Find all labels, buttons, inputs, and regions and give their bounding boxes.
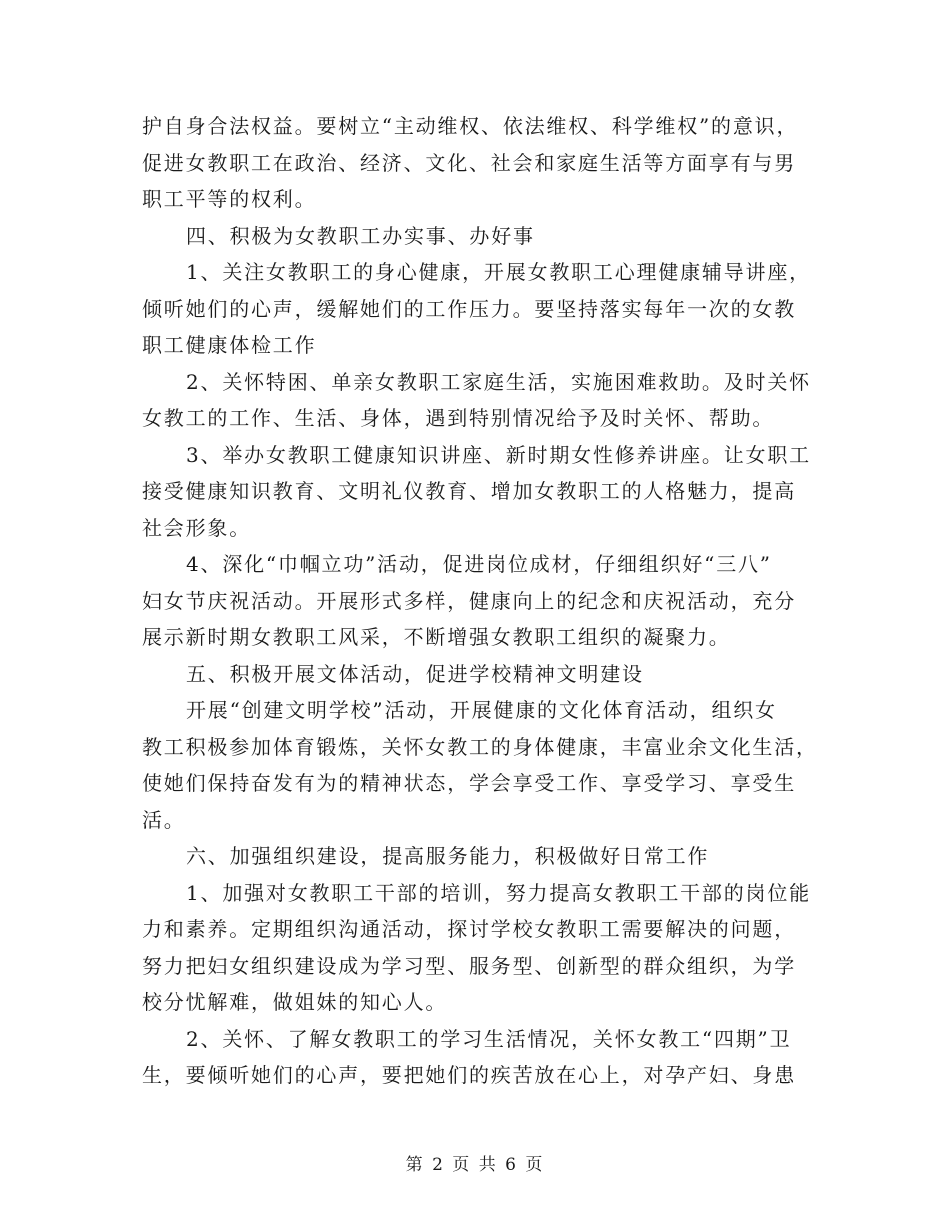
text-line: 妇女节庆祝活动。开展形式多样，健康向上的纪念和庆祝活动，充分 — [142, 588, 796, 613]
text-line: 六、加强组织建设，提高服务能力，积极做好日常工作 — [186, 844, 710, 868]
text-line: 职工平等的权利。 — [142, 187, 317, 211]
document-body — [142, 108, 818, 1094]
text-line: 教工积极参加体育锻炼，关怀女教工的身体健康，丰富业余文化生活， — [142, 734, 818, 759]
text-line: 护自身合法权益。要树立“主动维权、依法维权、科学维权”的意识， — [142, 114, 799, 138]
page-footer: 第 2 页 共 6 页 — [405, 1155, 545, 1175]
text-line: 五、积极开展文体活动，促进学校精神文明建设 — [186, 661, 644, 686]
text-line: 四、积极为女教职工办实事、办好事 — [186, 223, 535, 248]
text-line: 1、关注女教职工的身心健康，开展女教职工心理健康辅导讲座， — [186, 260, 811, 284]
text-line: 2、关怀、了解女教职工的学习生活情况，关怀女教工“四期”卫 — [186, 1026, 792, 1051]
text-line: 力和素养。定期组织沟通活动，探讨学校女教职工需要解决的问题， — [142, 917, 796, 941]
text-line: 促进女教职工在政治、经济、文化、社会和家庭生活等方面享有与男 — [142, 150, 796, 175]
text-line: 努力把妇女组织建设成为学习型、服务型、创新型的群众组织，为学 — [142, 953, 796, 978]
text-line: 生，要倾听她们的心声，要把她们的疾苦放在心上，对孕产妇、身患 — [142, 1063, 796, 1087]
text-line: 开展“创建文明学校”活动，开展健康的文化体育活动，组织女 — [186, 698, 777, 722]
text-line: 接受健康知识教育、文明礼仪教育、增加女教职工的人格魅力，提高 — [142, 479, 796, 503]
text-line: 女教工的工作、生活、身体，遇到特别情况给予及时关怀、帮助。 — [142, 406, 775, 430]
text-line: 倾听她们的心声，缓解她们的工作压力。要坚持落实每年一次的女教 — [142, 296, 796, 321]
text-line: 2、关怀特困、单亲女教职工家庭生活，实施困难救助。及时关怀 — [186, 369, 811, 394]
text-line: 职工健康体检工作 — [142, 333, 317, 357]
text-line: 1、加强对女教职工干部的培训，努力提高女教职工干部的岗位能 — [186, 880, 811, 905]
text-line: 展示新时期女教职工风采，不断增强女教职工组织的凝聚力。 — [142, 625, 731, 649]
text-line: 4、深化“巾帼立功”活动，促进岗位成材，仔细组织好“三八” — [186, 552, 772, 576]
text-line: 3、举办女教职工健康知识讲座、新时期女性修养讲座。让女职工 — [186, 442, 811, 467]
text-line: 校分忧解难，做姐妹的知心人。 — [142, 990, 448, 1014]
text-line: 活。 — [142, 807, 186, 832]
text-line: 使她们保持奋发有为的精神状态，学会享受工作、享受学习、享受生 — [142, 771, 796, 795]
text-line: 社会形象。 — [142, 515, 251, 540]
